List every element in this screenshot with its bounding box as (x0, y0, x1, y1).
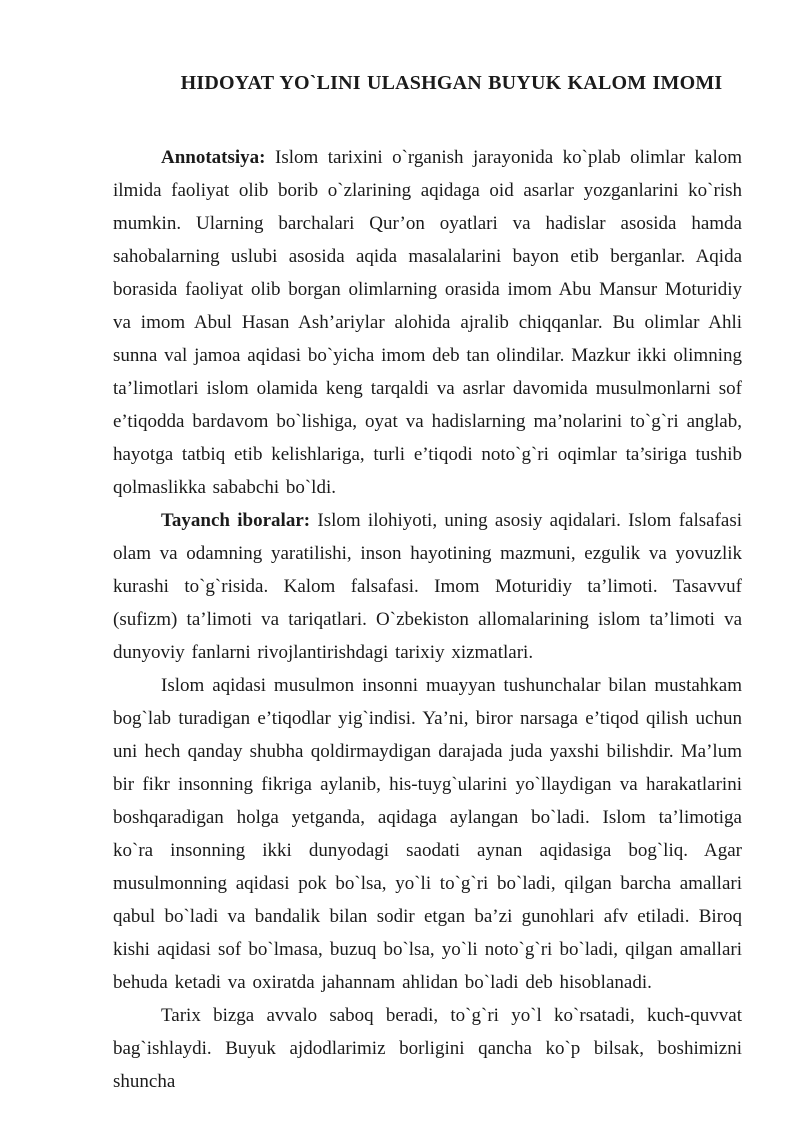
paragraph-body-1 (113, 669, 742, 999)
paragraph-annotation (113, 141, 742, 504)
body-1-text: Islom aqidasi musulmon insonni muayyan tushunchalar bilan mustahkam bog`lab turadigan e’tiqodlar yig`indisi. Ya’ni, biror narsaga e’tiqod qilish uchun uni hech qanday shubha qoldirmaydigan darajada juda yaxshi bilishdir. Ma’lum bir fikr insonning fikriga aylanib, his-tuyg`ularini yo`llaydigan va harakatlarini boshqaradigan holga yetganda, aqidaga aylangan bo`ladi. Islom ta’limotiga ko`ra insonning ikki dunyodagi saodati aynan aqidasiga bog`liq. Agar musulmonning aqidasi pok bo`lsa, yo`li to`g`ri bo`ladi, qilgan barcha amallari qabul bo`ladi va bandalik bilan sodir etgan ba’zi gunohlari afv etiladi. Biroq kishi aqidasi sof bo`lmasa, buzuq bo`lsa, yo`li noto`g`ri bo`ladi, qilgan amallari behuda ketadi va oxiratda jahannam ahlidan bo`ladi deb hisoblanadi. (113, 675, 742, 993)
annotation-label: Annotatsiya: (161, 147, 266, 168)
annotation-text: Islom tarixini o`rganish jarayonida ko`plab olimlar kalom ilmida faoliyat olib borib o`zlarining aqidaga oid asarlar yozganlarini ko`rish mumkin. Ularning barchalari Qur’on oyatlari va hadislar asosida hamda sahobalarning uslubi asosida aqida masalalarini bayon etib berganlar. Aqida borasida faoliyat olib borgan olimlarning orasida imom Abu Mansur Moturidiy va imom Abul Hasan Ash’ariylar alohida ajralib chiqqanlar. Bu olimlar Ahli sunna val jamoa aqidasi bo`yicha imom deb tan olindilar. Mazkur ikki olimning ta’limotlari islom olamida keng tarqaldi va asrlar davomida musulmonlarni sof e’tiqodda bardavom bo`lishiga, oyat va hadislarning ma’nolarini to`g`ri anglab, hayotga tatbiq etib kelishlariga, turli e’tiqodi noto`g`ri oqimlar ta’siriga tushib qolmaslikka sababchi bo`ldi. (113, 147, 742, 498)
keywords-label: Tayanch iboralar: (161, 510, 311, 531)
keywords-text: Islom ilohiyoti, uning asosiy aqidalari. Islom falsafasi olam va odamning yaratilishi, inson hayotining mazmuni, ezgulik va yovuzlik kurashi to`g`risida. Kalom falsafasi. Imom Moturidiy ta’limoti. Tasavvuf (sufizm) ta’limoti va tariqatlari. O`zbekiston allomalarining islom ta’limoti va dunyoviy fanlarni rivojlantirishdagi tarixiy xizmatlari. (113, 510, 742, 663)
paragraph-body-2 (113, 999, 742, 1098)
page-title: HIDOYAT YO`LINI ULASHGAN BUYUK KALOM IMOMI (180, 72, 723, 94)
body-2-text: Tarix bizga avvalo saboq beradi, to`g`ri yo`l ko`rsatadi, kuch-quvvat bag`ishlaydi. Buyuk ajdodlarimiz borligini qancha ko`p bilsak, boshimizni shuncha (113, 1005, 742, 1092)
paragraph-keywords (113, 504, 742, 669)
